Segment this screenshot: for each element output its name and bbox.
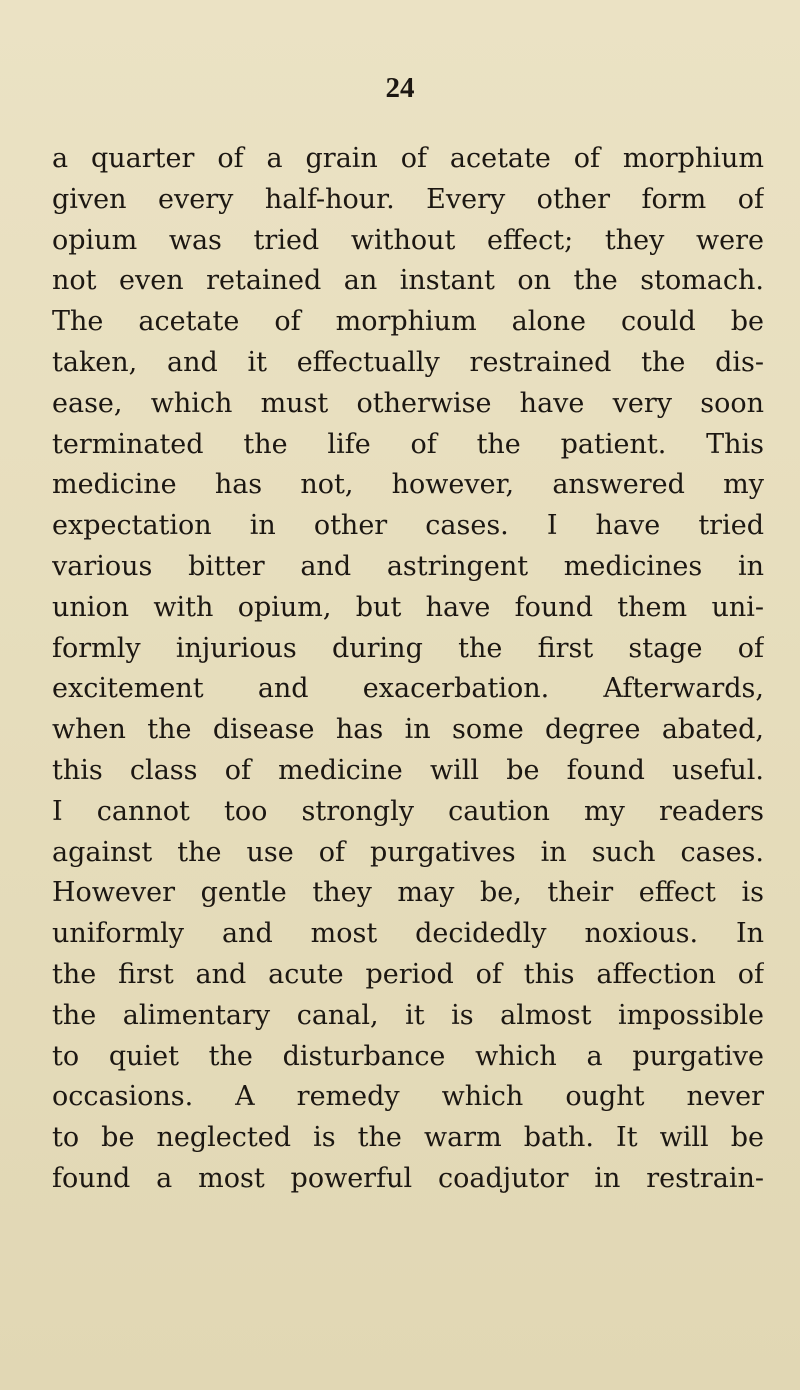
body-text — [52, 139, 764, 1200]
text-line: excitement and exacerbation. Afterwards, — [52, 673, 764, 705]
text-line: The acetate of morphium alone could be — [52, 306, 764, 338]
text-line: a quarter of a grain of acetate of morphium — [52, 143, 764, 174]
text-line: taken, and it effectually restrained the dis- — [52, 346, 764, 378]
text-line: to quiet the disturbance which a purgative — [52, 1040, 764, 1072]
text-line: uniformly and most decidedly noxious. In — [52, 918, 764, 950]
text-line: given every half-hour. Every other form of — [52, 183, 764, 215]
text-line: to be neglected is the warm bath. It will be — [52, 1122, 764, 1154]
text-line: various bitter and astringent medicines in — [52, 550, 764, 582]
text-line: opium was tried without effect; they were — [52, 224, 764, 256]
page-number: 24 — [385, 72, 415, 104]
text-line: not even retained an instant on the stomach. — [52, 265, 764, 297]
text-line: ease, which must otherwise have very soon — [52, 387, 764, 419]
text-line: this class of medicine will be found useful. — [52, 754, 764, 786]
text-line: I cannot too strongly caution my readers — [52, 795, 764, 827]
text-line: medicine has not, however, answered my — [52, 469, 764, 501]
text-line: the first and acute period of this affection of — [52, 958, 764, 990]
text-line: union with opium, but have found them uni- — [52, 591, 764, 623]
text-line: when the disease has in some degree abated, — [52, 714, 764, 746]
text-line: the alimentary canal, it is almost impossible — [52, 999, 764, 1031]
text-line: formly injurious during the first stage of — [52, 632, 764, 664]
text-line: against the use of purgatives in such cases. — [52, 836, 764, 868]
text-line: expectation in other cases. I have tried — [52, 510, 764, 542]
text-line: However gentle they may be, their effect is — [52, 877, 764, 909]
text-line: found a most powerful coadjutor in restrain- — [52, 1162, 764, 1194]
text-line: occasions. A remedy which ought never — [52, 1081, 764, 1113]
text-line: terminated the life of the patient. This — [52, 428, 764, 460]
